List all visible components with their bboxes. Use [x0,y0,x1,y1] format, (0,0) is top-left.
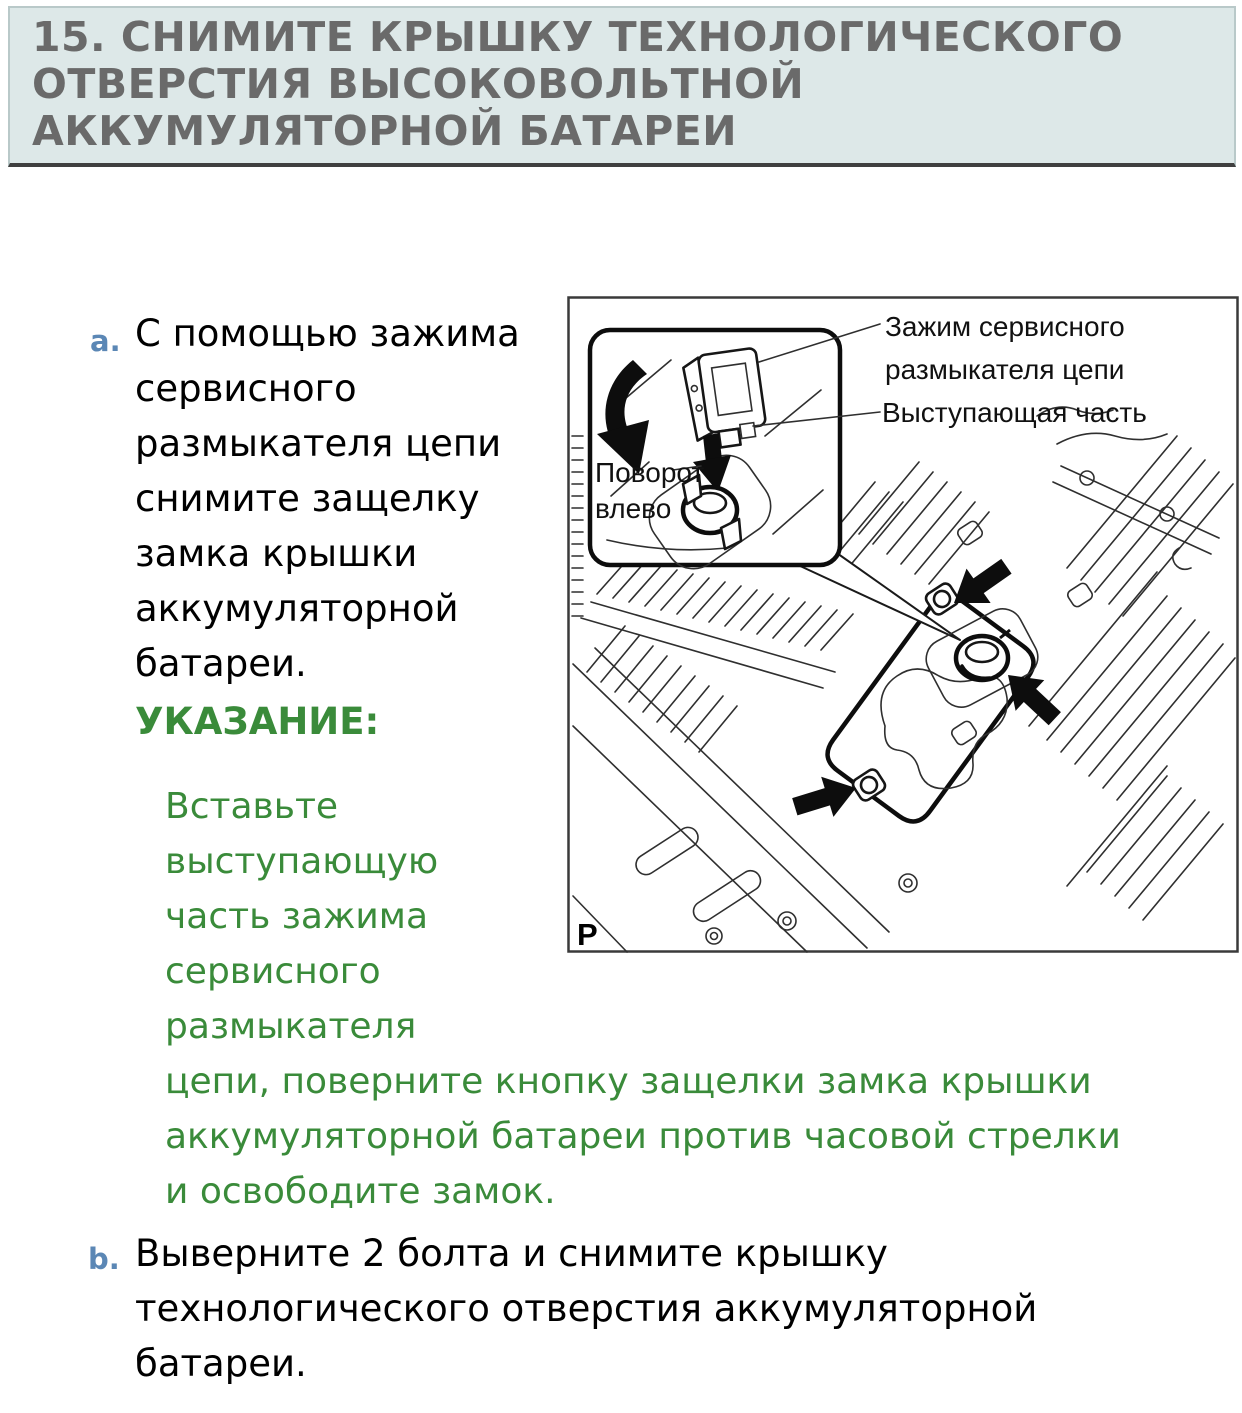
clip-label: размыкателя цепи [885,354,1125,385]
turn-left-label: Поворот [595,457,705,488]
step-a-line: С помощью зажима [135,312,520,355]
note-line: выступающую [165,841,439,882]
step-b-text [135,1226,1037,1391]
note-line: аккумуляторной батареи против часовой стрелки [165,1116,1121,1157]
battery-cover-diagram [567,296,1240,954]
section-header [8,6,1236,167]
step-a-line: размыкателя цепи [135,422,502,465]
corner-mark: P [577,917,598,952]
step-a-line: аккумуляторной [135,587,459,630]
step-a-line: замка крышки [135,532,418,575]
protruding-part-label: Выступающая часть [882,397,1147,428]
step-a-marker: a. [90,324,121,358]
note-line: сервисного [165,951,381,992]
inset-detail-box [590,330,840,580]
step-a-text [135,306,520,691]
note-heading: УКАЗАНИЕ: [135,700,380,743]
step-b-line: Выверните 2 болта и снимите крышку [135,1232,888,1275]
section-title: 15. СНИМИТЕ КРЫШКУ ТЕХНОЛОГИЧЕСКОГО ОТВЕРСТИЯ ВЫСОКОВОЛЬТНОЙ АККУМУЛЯТОРНОЙ БАТАРЕИ [32,13,1124,155]
step-b-line: технологического отверстия аккумуляторной [135,1287,1038,1330]
step-b-line: батареи. [135,1342,307,1385]
note-line: и освободите замок. [165,1171,556,1212]
diagram-svg [567,296,1240,954]
note-line: Вставьте [165,786,339,827]
note-line: размыкателя [165,1006,417,1047]
step-a-line: батареи. [135,642,307,685]
step-a-line: снимите защелку [135,477,480,520]
note-line: часть зажима [165,896,429,937]
step-b-marker: b. [88,1242,120,1276]
note-line: цепи, поверните кнопку защелки замка крышки [165,1061,1092,1102]
clip-label: Зажим сервисного [885,311,1125,342]
step-a-line: сервисного [135,367,357,410]
turn-left-label: влево [595,493,672,524]
